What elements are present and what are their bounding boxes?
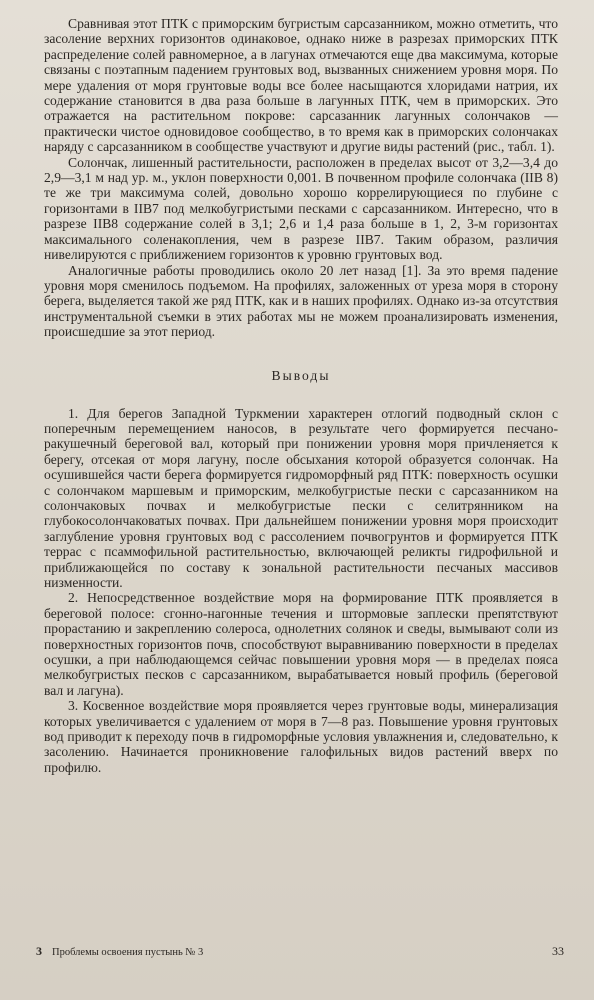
body-paragraph-3: Аналогичные работы проводились около 20 лет назад [1]. За это время падение уровня моря сменилось подъемом. На профилях, заложенных от уреза моря в сторону берега, выделяется такой же ряд ПТК, как и в наших профилях. Однако из-за отсутствия инструментальной съемки в этих работах мы не можем проанализировать изменения, происшедшие за этот период. (44, 262, 558, 340)
body-paragraph-2: Солончак, лишенный растительности, расположен в пределах высот от 3,2—3,4 до 2,9—3,1 м над ур. м., уклон поверхности 0,001. В почвенном профиле солончака (IIB 8) те же три максимума солей, довольно хорошо коррелирующиеся по глубине с горизонтами в IIB7 под мелкобугристыми песками с сарсазанником. Интересно, что в разрезе IIB8 содержание солей в 3,1; 2,6 и 1,4 раза больше в 1, 2, 3-м горизонтах максимального соленакопления, чем в разрезе IIB7. Таким образом, различия нивелируются с приближением горизонтов к уровню грунтовых вод. (44, 154, 558, 263)
conclusion-paragraph-3: 3. Косвенное воздействие моря проявляется через грунтовые воды, минерализация которых увеличивается с удалением от моря в 7—8 раз. Повышение уровня грунтовых вод приводит к переходу почв в гидроморфные условия увлажнения и, следовательно, к засолению. Начинается проникновение галофильных видов растений вверх по профилю. (44, 698, 558, 775)
conclusion-paragraph-1: 1. Для берегов Западной Туркмении характерен отлогий подводный склон с поперечным перемещением наносов, в результате чего формируется песчано-ракушечный береговой вал, который при понижении уровня моря причленяется к берегу, отсекая от моря лагуну, после обсыхания которой образуется солончак. На осушившейся части берега формируется гидроморфный ряд ПТК: поверхность осушки с солончаком маршевым и приморским, мелкобугристые пески с сарсазанником на солончаковых почвах и мелкобугристые пески с селитрянником на глубокосолончаковатых почвах. При дальнейшем понижении уровня моря происходит заглубление уровня грунтовых вод с рассолением почвогрунтов и формируется ПТК террас с псаммофильной растительностью, включающей реликты гидрофильной и приближающейся по составу к зональной растительности песчаных массивов низменности. (44, 405, 558, 590)
footer-journal (36, 944, 203, 959)
page-number: 33 (552, 944, 564, 958)
conclusion-paragraph-2: 2. Непосредственное воздействие моря на формирование ПТК проявляется в береговой полосе: сгонно-нагонные течения и штормовые заплески препятствуют прорастанию и закреплению солероса, однолетних солянок и сведы, вымывают соли из поверхностных горизонтов почв, способствуют выравниванию поверхности в пределах осушки, а при наблюдающемся сейчас повышении уровня моря — в пределах пояса мелкобугристых песков с сарсазанником, вырабатывается новый профиль (береговой вал и лагуна). (44, 590, 558, 698)
signature-mark: 3 (36, 944, 42, 958)
journal-title: Проблемы освоения пустынь № 3 (52, 947, 204, 958)
section-heading: Выводы (271, 367, 331, 383)
body-paragraph-1: Сравнивая этот ПТК с приморским бугристым сарсазанником, можно отметить, что засоление верхних горизонтов одинаковое, однако ниже в разрезах приморских ПТК распределение солей равномерное, а в лагунах отмечаются еще два максимума, которые связаны с поэтапным падением грунтовых вод, вызванных снижением уровня моря. По мере удаления от моря грунтовые воды все более насыщаются хлоридами натрия, их содержание становится в два раза больше в лагунных ПТК, чем в приморских. Это отражается на растительном покрове: сарсазанник лагунных солончаков — практически чистое одновидовое сообщество, в то время как в приморских солончаках наряду с сарсазанником в сообществе участвуют и другие виды растений (рис., табл. 1). (44, 16, 558, 155)
